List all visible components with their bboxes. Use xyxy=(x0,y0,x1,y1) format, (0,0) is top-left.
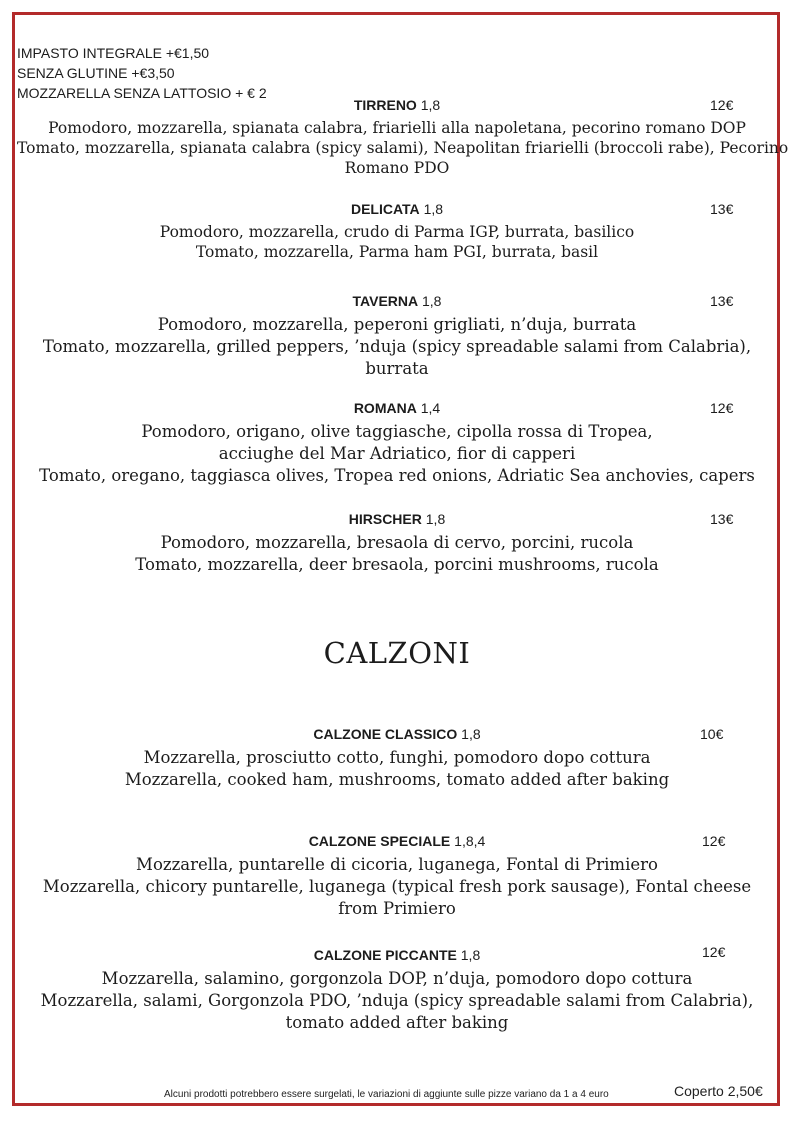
item-header xyxy=(0,832,794,850)
item-allergens: 1,8 xyxy=(460,947,481,963)
item-price: 13€ xyxy=(710,201,734,217)
menu-item-calzone-classico xyxy=(0,725,794,791)
item-name: CALZONE PICCANTE xyxy=(313,947,457,963)
desc-line-it: Mozzarella, prosciutto cotto, funghi, pomodoro dopo cottura xyxy=(143,748,651,767)
menu-item-tirreno xyxy=(0,96,794,178)
item-price: 12€ xyxy=(702,944,726,960)
item-description xyxy=(17,314,777,380)
desc-line-en: Tomato, mozzarella, deer bresaola, porcini mushrooms, rucola xyxy=(135,555,659,574)
menu-item-calzone-speciale xyxy=(0,832,794,920)
extra-gluten-free: SENZA GLUTINE +€3,50 xyxy=(17,65,175,81)
desc-line-en: Tomato, mozzarella, grilled peppers, ’nduja (spicy spreadable salami from Calabria), xyxy=(42,337,752,356)
extra-wholegrain: IMPASTO INTEGRALE +€1,50 xyxy=(17,45,210,61)
item-header xyxy=(0,399,794,417)
item-header xyxy=(0,96,794,114)
item-allergens: 1,8 xyxy=(461,726,481,742)
item-name: CALZONE CLASSICO xyxy=(313,726,458,742)
desc-line-it: Mozzarella, salamino, gorgonzola DOP, n’duja, pomodoro dopo cottura xyxy=(101,969,693,988)
desc-line-it: Pomodoro, mozzarella, spianata calabra, friarielli alla napoletana, pecorino romano DOP xyxy=(48,119,746,137)
item-name: CALZONE SPECIALE xyxy=(308,833,451,849)
item-header xyxy=(0,510,794,528)
item-price: 12€ xyxy=(702,833,726,849)
desc-line-en: Mozzarella, cooked ham, mushrooms, tomato added after baking xyxy=(124,770,670,789)
item-header xyxy=(0,946,794,964)
item-name: TIRRENO xyxy=(353,97,417,113)
item-name: TAVERNA xyxy=(352,293,419,309)
item-allergens: 1,8 xyxy=(425,511,446,527)
footnote-frozen-products: Alcuni prodotti potrebbero essere surgelati, le variazioni di aggiunte sulle pizze variano da 1 a 4 euro xyxy=(164,1089,609,1100)
item-name: ROMANA xyxy=(353,400,417,416)
item-allergens: 1,4 xyxy=(420,400,441,416)
section-title-calzoni: CALZONI xyxy=(323,636,471,670)
desc-line-en: Tomato, oregano, taggiasca olives, Tropea red onions, Adriatic Sea anchovies, capers xyxy=(39,466,755,485)
item-description xyxy=(17,968,777,1034)
desc-line-en-cont: burrata xyxy=(365,359,429,378)
item-name: DELICATA xyxy=(350,201,420,217)
item-description xyxy=(17,421,777,487)
item-header xyxy=(0,725,794,743)
extras-list xyxy=(17,43,267,103)
item-price: 13€ xyxy=(710,293,734,309)
item-description xyxy=(17,532,777,576)
menu-item-taverna xyxy=(0,292,794,380)
desc-line-it: Mozzarella, puntarelle di cicoria, luganega, Fontal di Primiero xyxy=(136,855,658,874)
item-price: 13€ xyxy=(710,511,734,527)
desc-line-en: Mozzarella, salami, Gorgonzola PDO, ’nduja (spicy spreadable salami from Calabria), xyxy=(40,991,754,1010)
item-allergens: 1,8 xyxy=(423,201,444,217)
item-name: HIRSCHER xyxy=(348,511,422,527)
item-header xyxy=(0,292,794,310)
item-allergens: 1,8 xyxy=(420,97,441,113)
desc-line-en: Tomato, mozzarella, Parma ham PGI, burrata, basil xyxy=(195,243,599,261)
menu-item-calzone-piccante xyxy=(0,946,794,1034)
menu-item-delicata xyxy=(0,200,794,262)
item-price: 12€ xyxy=(710,97,734,113)
desc-line-it: Pomodoro, origano, olive taggiasche, cipolla rossa di Tropea, xyxy=(141,422,653,441)
desc-line-en-cont: from Primiero xyxy=(338,899,456,918)
desc-line-it: Pomodoro, mozzarella, bresaola di cervo, porcini, rucola xyxy=(160,533,634,552)
desc-line-en-cont: tomato added after baking xyxy=(285,1013,509,1032)
item-allergens: 1,8,4 xyxy=(454,833,486,849)
desc-line-it: Pomodoro, mozzarella, crudo di Parma IGP, burrata, basilico xyxy=(159,223,635,241)
desc-line-it-cont: acciughe del Mar Adriatico, fior di capperi xyxy=(218,444,576,463)
item-description xyxy=(17,854,777,920)
item-price: 10€ xyxy=(700,726,724,742)
menu-item-hirscher xyxy=(0,510,794,576)
item-header xyxy=(0,200,794,218)
menu-item-romana xyxy=(0,399,794,487)
item-description xyxy=(17,747,777,791)
desc-line-en-cont: Romano PDO xyxy=(344,159,450,177)
item-allergens: 1,8 xyxy=(422,293,442,309)
extra-lactose-free: MOZZARELLA SENZA LATTOSIO + € 2 xyxy=(17,85,267,101)
desc-line-en: Mozzarella, chicory puntarelle, luganega (typical fresh pork sausage), Fontal cheese xyxy=(42,877,752,896)
desc-line-en: Tomato, mozzarella, spianata calabra (spicy salami), Neapolitan friarielli (broccoli rabe), Pecorino xyxy=(17,139,789,157)
item-description xyxy=(17,118,789,178)
cover-charge: Coperto 2,50€ xyxy=(674,1083,763,1099)
desc-line-it: Pomodoro, mozzarella, peperoni grigliati, n’duja, burrata xyxy=(157,315,637,334)
item-description xyxy=(17,222,777,262)
item-price: 12€ xyxy=(710,400,734,416)
